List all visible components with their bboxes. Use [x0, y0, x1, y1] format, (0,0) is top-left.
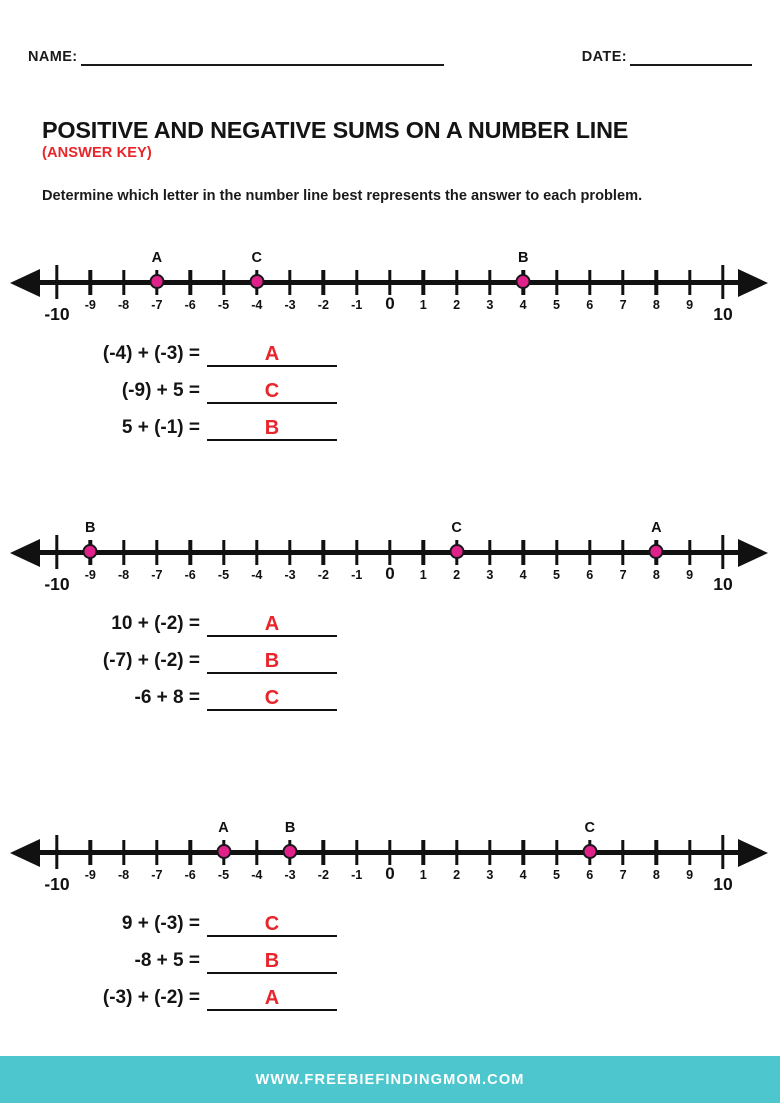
number-line-tick — [355, 540, 358, 565]
number-line-tick — [488, 840, 491, 865]
number-line-tick-label: -8 — [117, 298, 130, 312]
number-line-tick — [721, 835, 724, 869]
number-line-tick-label: 5 — [552, 868, 561, 882]
number-line-tick — [388, 840, 391, 865]
number-line-tick-label: 3 — [486, 868, 494, 882]
problem-list — [0, 900, 780, 1011]
number-line-point-marker — [449, 544, 464, 559]
number-line-tick-label: 9 — [686, 298, 694, 312]
number-line-tick-label: 3 — [486, 298, 494, 312]
number-line-tick-label: 5 — [552, 568, 561, 582]
number-line-tick-label: -6 — [184, 868, 196, 882]
answer-letter: A — [264, 613, 280, 635]
number-line-tick — [288, 270, 291, 295]
exercise-section-2 — [0, 522, 780, 711]
number-line-tick — [122, 840, 125, 865]
number-line-tick-label: -9 — [84, 868, 96, 882]
number-line-point-marker — [216, 844, 231, 859]
number-line-tick — [721, 535, 724, 569]
number-line-tick — [222, 540, 225, 565]
number-line-tick — [255, 840, 258, 865]
number-line-tick — [55, 265, 58, 299]
number-line-tick-label: 7 — [619, 298, 627, 312]
answer-letter: C — [264, 687, 280, 709]
number-line-tick-label: 4 — [519, 868, 527, 882]
answer-letter: A — [264, 343, 280, 365]
number-line-tick — [588, 270, 591, 295]
number-line-tick — [122, 270, 125, 295]
number-line-tick-label: 0 — [385, 564, 395, 583]
number-line-tick-label: 1 — [419, 868, 427, 882]
number-line-tick — [188, 270, 191, 295]
number-line-tick-label: -7 — [151, 298, 163, 312]
number-line-tick-label: -1 — [351, 298, 363, 312]
number-line-tick-label: -8 — [117, 568, 130, 582]
number-line-tick-label: -10 — [44, 304, 70, 324]
number-line-tick — [621, 270, 624, 295]
header-fields — [0, 36, 780, 66]
number-line-point-label: B — [284, 820, 296, 836]
problem-expression: 9 + (-3) = — [121, 913, 200, 934]
number-line-tick — [188, 840, 191, 865]
problem-expression: 10 + (-2) = — [111, 613, 200, 634]
number-line-tick-label: 9 — [686, 868, 694, 882]
number-line-tick-label: -1 — [351, 568, 363, 582]
number-line-tick-label: 8 — [652, 568, 660, 582]
answer-blank[interactable] — [207, 909, 337, 937]
number-line-tick — [322, 270, 325, 295]
problem-list — [0, 330, 780, 441]
footer-bar — [0, 1056, 780, 1103]
answer-blank[interactable] — [207, 946, 337, 974]
problem-expression: (-4) + (-3) = — [102, 343, 200, 364]
number-line-tick — [288, 540, 291, 565]
number-line-tick-label: 0 — [385, 294, 395, 313]
number-line-tick — [621, 540, 624, 565]
number-line-tick — [555, 270, 558, 295]
number-line-tick — [55, 535, 58, 569]
number-line-tick — [322, 540, 325, 565]
number-line-tick — [488, 270, 491, 295]
number-line-point-label: B — [85, 520, 96, 536]
number-line-tick — [555, 540, 558, 565]
number-line-tick-label: 7 — [619, 568, 627, 582]
number-line-point-marker — [516, 274, 531, 289]
number-line-tick — [422, 540, 425, 565]
date-write-line[interactable] — [630, 63, 752, 66]
number-line-tick-label: 8 — [652, 298, 660, 312]
number-line-tick-label: 1 — [419, 298, 427, 312]
answer-letter: B — [264, 650, 280, 672]
number-line-tick-label: -3 — [284, 568, 296, 582]
date-label: DATE: — [581, 48, 627, 65]
arrow-right-icon — [738, 839, 768, 867]
number-line-tick-label: -10 — [44, 874, 70, 894]
number-line-tick — [188, 540, 191, 565]
number-line-tick-label: 10 — [713, 874, 733, 894]
number-line-tick — [122, 540, 125, 565]
number-line-tick-label: -5 — [217, 568, 230, 582]
number-line-tick-label: -8 — [117, 868, 130, 882]
number-line-point-marker — [249, 274, 264, 289]
number-line-tick — [521, 540, 524, 565]
answer-letter: B — [264, 950, 280, 972]
number-line-point-label: A — [651, 520, 662, 536]
number-line-point-marker — [649, 544, 664, 559]
number-line-tick — [155, 540, 158, 565]
answer-blank[interactable] — [207, 339, 337, 367]
number-line-tick-label: 5 — [552, 298, 561, 312]
number-line-point-label: C — [451, 520, 462, 536]
arrow-right-icon — [738, 539, 768, 567]
number-line-point-label: C — [584, 820, 596, 836]
number-line-tick-label: -7 — [151, 568, 163, 582]
arrow-right-icon — [738, 269, 768, 297]
number-line-tick-label: -2 — [317, 298, 329, 312]
number-line-tick-label: -6 — [184, 568, 196, 582]
problem-row — [0, 974, 780, 1011]
number-line-tick-label: -6 — [184, 298, 196, 312]
number-line-tick — [222, 270, 225, 295]
answer-letter: C — [264, 913, 280, 935]
number-line — [0, 252, 780, 324]
number-line-point-label: A — [218, 820, 229, 836]
number-line-tick-label: 3 — [486, 568, 494, 582]
number-line-tick-label: -1 — [351, 868, 363, 882]
number-line-tick-label: 6 — [586, 568, 594, 582]
number-line-tick — [455, 270, 458, 295]
problem-row — [0, 404, 780, 441]
number-line-tick — [355, 840, 358, 865]
number-line-tick-label: 2 — [453, 298, 461, 312]
problem-row — [0, 637, 780, 674]
number-line-tick — [388, 270, 391, 295]
instructions-text: Determine which letter in the number line best represents the answer to each problem. — [42, 188, 643, 204]
exercise-section-3 — [0, 822, 780, 1011]
number-line-tick — [322, 840, 325, 865]
answer-blank[interactable] — [207, 413, 337, 441]
title-block — [42, 118, 742, 161]
answer-letter: A — [264, 987, 280, 1009]
number-line-tick-label: 6 — [586, 298, 594, 312]
footer-url: WWW.FREEBIEFINDINGMOM.COM — [255, 1071, 525, 1088]
number-line-tick — [621, 840, 624, 865]
answer-blank[interactable] — [207, 376, 337, 404]
number-line-tick — [355, 270, 358, 295]
number-line-tick-label: -4 — [251, 298, 263, 312]
answer-letter: B — [264, 417, 280, 439]
problem-row — [0, 367, 780, 404]
exercise-section-1 — [0, 252, 780, 441]
number-line-tick — [688, 540, 691, 565]
number-line-tick-label: -5 — [217, 868, 230, 882]
arrow-left-icon — [10, 269, 40, 297]
number-line-tick — [255, 540, 258, 565]
number-line-tick — [455, 840, 458, 865]
number-line-tick — [422, 840, 425, 865]
number-line-tick-label: -9 — [84, 568, 96, 582]
problem-expression: (-9) + 5 = — [121, 380, 200, 401]
number-line-tick-label: 10 — [713, 574, 733, 594]
number-line-tick-label: 2 — [453, 568, 461, 582]
number-line-tick-label: -5 — [217, 298, 230, 312]
problem-expression: (-7) + (-2) = — [102, 650, 200, 671]
number-line-tick — [89, 840, 92, 865]
number-line-tick — [688, 270, 691, 295]
answer-letter: C — [264, 380, 280, 402]
number-line-point-marker — [582, 844, 597, 859]
number-line-tick-label: 2 — [453, 868, 461, 882]
number-line-tick — [422, 270, 425, 295]
number-line-tick-label: -4 — [251, 868, 263, 882]
number-line-tick-label: 8 — [652, 868, 660, 882]
number-line-point-marker — [149, 274, 164, 289]
number-line-tick — [521, 840, 524, 865]
number-line-tick — [488, 540, 491, 565]
number-line-point-marker — [283, 844, 298, 859]
arrow-left-icon — [10, 539, 40, 567]
number-line — [0, 522, 780, 594]
problem-row — [0, 674, 780, 711]
answer-blank[interactable] — [207, 609, 337, 637]
problem-row — [0, 900, 780, 937]
number-line-tick-label: 0 — [385, 864, 395, 883]
problem-row — [0, 937, 780, 974]
arrow-left-icon — [10, 839, 40, 867]
number-line-tick-label: 9 — [686, 568, 694, 582]
number-line-tick — [655, 270, 658, 295]
number-line-tick-label: 4 — [519, 568, 527, 582]
number-line-tick — [655, 840, 658, 865]
number-line-tick-label: 4 — [519, 298, 527, 312]
name-write-line[interactable] — [81, 63, 444, 66]
answer-blank[interactable] — [207, 983, 337, 1011]
problem-expression: (-3) + (-2) = — [102, 987, 200, 1008]
number-line-tick — [89, 270, 92, 295]
number-line-tick-label: 10 — [713, 304, 733, 324]
number-line-tick — [688, 840, 691, 865]
number-line — [0, 822, 780, 894]
problem-expression: -8 + 5 = — [134, 950, 200, 971]
problem-row — [0, 330, 780, 367]
number-line-tick — [55, 835, 58, 869]
answer-blank[interactable] — [207, 646, 337, 674]
name-label: NAME: — [28, 48, 78, 65]
number-line-tick-label: -3 — [284, 868, 296, 882]
number-line-tick-label: -2 — [317, 568, 329, 582]
problem-expression: 5 + (-1) = — [121, 417, 200, 438]
date-field[interactable] — [582, 50, 752, 67]
number-line-tick-label: 7 — [619, 868, 627, 882]
number-line-tick — [155, 840, 158, 865]
number-line-point-label: B — [517, 250, 529, 266]
answer-key-subtitle: (ANSWER KEY) — [42, 145, 152, 162]
number-line-tick-label: 1 — [419, 568, 427, 582]
problem-list — [0, 600, 780, 711]
number-line-tick-label: -4 — [251, 568, 263, 582]
number-line-tick-label: -7 — [151, 868, 163, 882]
page-title: POSITIVE AND NEGATIVE SUMS ON A NUMBER LINE — [42, 117, 629, 143]
number-line-tick — [721, 265, 724, 299]
number-line-tick-label: -10 — [44, 574, 70, 594]
number-line-point-label: C — [251, 250, 263, 266]
name-field[interactable] — [28, 50, 444, 67]
number-line-tick-label: -3 — [284, 298, 296, 312]
problem-expression: -6 + 8 = — [134, 687, 200, 708]
number-line-point-label: A — [151, 250, 163, 266]
number-line-tick — [388, 540, 391, 565]
number-line-tick-label: 6 — [586, 868, 594, 882]
number-line-point-marker — [83, 544, 98, 559]
problem-row — [0, 600, 780, 637]
number-line-tick — [588, 540, 591, 565]
number-line-tick — [555, 840, 558, 865]
number-line-tick-label: -2 — [317, 868, 329, 882]
answer-blank[interactable] — [207, 683, 337, 711]
number-line-tick-label: -9 — [84, 298, 96, 312]
